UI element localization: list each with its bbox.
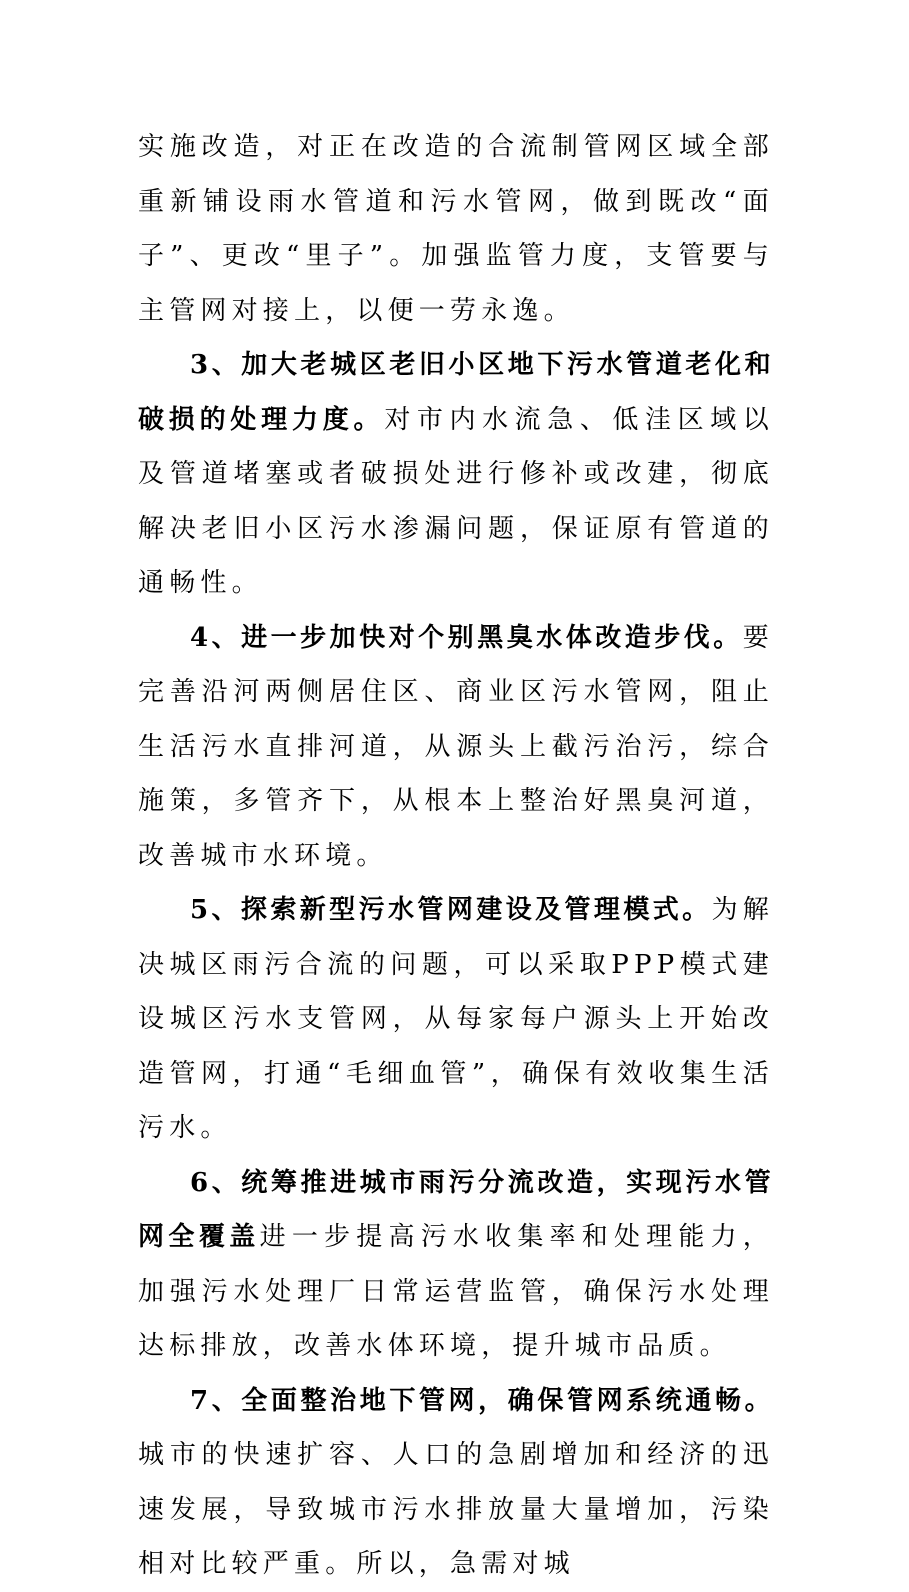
paragraph-body: 实施改造，对正在改造的合流制管网区域全部重新铺设雨水管道和污水管网，做到既改“面子”、更改“里子”。加强监管力度，支管要与主管网对接上，以便一劳永逸。: [138, 132, 774, 326]
paragraph-continuation: [138, 120, 774, 338]
paragraph-body: 对市内水流急、低洼区域以及管道堵塞或者破损处进行修补或改建，彻底解决老旧小区污水渗漏问题，保证原有管道的通畅性。: [138, 404, 774, 598]
paragraph-item-6: [138, 1156, 774, 1374]
paragraph-body: 为解决城区雨污合流的问题，可以采取PPP模式建设城区污水支管网，从每家每户源头上开始改造管网，打通“毛细血管”，确保有效收集生活污水。: [138, 895, 774, 1143]
paragraph-item-3: [138, 338, 774, 611]
paragraph-heading: 4、进一步加快对个别黑臭水体改造步伐。: [190, 622, 743, 653]
paragraph-body: 进一步提高污水收集率和处理能力，加强污水处理厂日常运营监管，确保污水处理达标排放，改善水体环境，提升城市品质。: [138, 1222, 774, 1361]
paragraph-item-5: [138, 883, 774, 1156]
paragraph-heading: 6、统筹推进城市雨污分流改造，实现污水管网全覆盖: [138, 1167, 774, 1252]
paragraph-item-7: [138, 1374, 774, 1592]
paragraph-body: 要完善沿河两侧居住区、商业区污水管网，阻止生活污水直排河道，从源头上截污治污，综合施策，多管齐下，从根本上整治好黑臭河道，改善城市水环境。: [138, 622, 774, 871]
document-page: [138, 120, 774, 1592]
paragraph-heading: 7、全面整治地下管网，确保管网系统通畅。: [190, 1385, 774, 1416]
paragraph-item-4: [138, 611, 774, 884]
paragraph-body: 城市的快速扩容、人口的急剧增加和经济的迅速发展，导致城市污水排放量大量增加，污染相对比较严重。所以，急需对城: [138, 1440, 774, 1579]
paragraph-heading: 3、加大老城区老旧小区地下污水管道老化和破损的处理力度。: [138, 350, 774, 435]
paragraph-heading: 5、探索新型污水管网建设及管理模式。: [190, 895, 712, 925]
